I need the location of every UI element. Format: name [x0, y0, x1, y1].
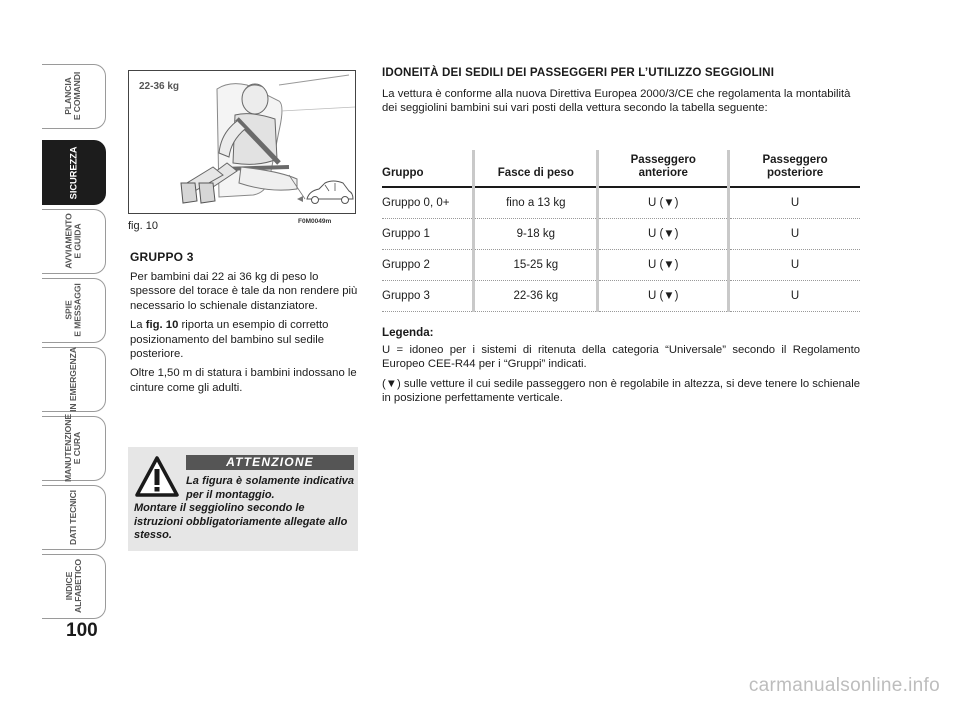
text-fragment: riporta un esempio di corretto posizionamento del bambino sul sedile posteriore.: [130, 319, 329, 361]
group3-height-note: Oltre 1,50 m di statura i bambini indossano le cinture come gli adulti.: [130, 367, 357, 394]
suitability-section: [382, 66, 860, 116]
tab-in-emergenza[interactable]: [42, 347, 106, 412]
tab-manutenzione-e-cura[interactable]: [42, 416, 106, 481]
table-row: [382, 250, 860, 281]
tab-label: SPIE E MESSAGGI: [63, 283, 83, 338]
column-header-weight: Fasce di peso: [474, 150, 598, 187]
table-cell: Gruppo 0, 0+: [382, 187, 474, 219]
figure-caption: fig. 10: [128, 220, 158, 232]
table-cell: 22-36 kg: [474, 281, 598, 312]
table-cell: Gruppo 3: [382, 281, 474, 312]
table-cell: Gruppo 2: [382, 250, 474, 281]
tab-dati-tecnici[interactable]: [42, 485, 106, 550]
suitability-heading: IDONEITÀ DEI SEDILI DEI PASSEGGERI PER L’UTILIZZO SEGGIOLINI: [382, 66, 775, 79]
tab-label: MANUTENZIONE E CURA: [63, 414, 83, 483]
table-cell: 15-25 kg: [474, 250, 598, 281]
tab-avviamento-e-guida[interactable]: [42, 209, 106, 274]
tab-indice-alfabetico[interactable]: [42, 554, 106, 619]
group3-heading: GRUPPO 3: [130, 250, 194, 264]
group3-section: [130, 250, 358, 400]
table-cell: 9-18 kg: [474, 219, 598, 250]
warning-triangle-icon: [134, 455, 180, 499]
car-icon: [307, 181, 353, 204]
tab-label: IN EMERGENZA: [68, 347, 78, 412]
legend-title: Legenda:: [382, 326, 434, 339]
figure-weight-label: 22-36 kg: [139, 81, 180, 92]
table-cell: fino a 13 kg: [474, 187, 598, 219]
tab-plancia-e-comandi[interactable]: [42, 64, 106, 129]
tab-label: PLANCIA E COMANDI: [63, 72, 83, 121]
warning-box: [128, 447, 358, 551]
tab-label: INDICE ALFABETICO: [63, 559, 83, 614]
table-row: [382, 187, 860, 219]
table-cell: U (▼): [598, 187, 729, 219]
column-header-group: Gruppo: [382, 150, 474, 187]
group3-paragraph: Per bambini dai 22 ai 36 kg di peso lo spessore del torace è tale da non rendere più necessario lo schienale distanziatore.: [130, 271, 358, 312]
tab-sicurezza[interactable]: [42, 140, 106, 205]
child-seat-illustration: [128, 70, 356, 214]
child-seat-drawing: [129, 71, 356, 214]
table-cell: U (▼): [598, 281, 729, 312]
warning-text: La figura è solamente indicativa per il montaggio.: [186, 475, 354, 501]
figure-code: F0M0049m: [298, 218, 332, 225]
seat-suitability-table: [382, 150, 860, 312]
tab-spie-e-messaggi[interactable]: [42, 278, 106, 343]
suitability-intro: La vettura è conforme alla nuova Direttiva Europea 2000/3/CE che regolamenta la montabilità dei seggiolini bambini sui vari posti della vettura secondo la tabella seguente:: [382, 88, 851, 115]
watermark: carmanualsonline.info: [748, 675, 940, 696]
table-row: [382, 219, 860, 250]
table-cell: U: [729, 187, 860, 219]
text-fragment: La: [130, 319, 146, 332]
warning-text: Montare il seggiolino secondo le istruzioni obbligatoriamente allegate allo stesso.: [134, 502, 348, 541]
table-header-row: [382, 150, 860, 187]
tab-label: AVVIAMENTO E GUIDA: [63, 213, 83, 270]
column-header-front-passenger: Passeggero anteriore: [598, 150, 729, 187]
table-cell: U (▼): [598, 250, 729, 281]
table-cell: U (▼): [598, 219, 729, 250]
table-cell: Gruppo 1: [382, 219, 474, 250]
group3-figure-reference: [130, 318, 358, 361]
table-cell: U: [729, 250, 860, 281]
legend-arrow-note: (▼) sulle vetture il cui sedile passeggero non è regolabile in altezza, si deve tenere lo schienale in posizione perfettamente verticale.: [382, 377, 860, 405]
figure-reference: fig. 10: [145, 319, 179, 332]
table-cell: U: [729, 281, 860, 312]
legend: [382, 326, 860, 411]
page-number: 100: [66, 620, 98, 641]
tab-label: DATI TECNICI: [67, 490, 78, 545]
column-header-rear-passenger: Passeggero posteriore: [729, 150, 860, 187]
table-row: [382, 281, 860, 312]
table-cell: U: [729, 219, 860, 250]
legend-universal: U = idoneo per i sistemi di ritenuta della categoria “Universale” secondo il Regolamento Europeo CEE-R44 per i “Gruppi” indicati.: [382, 344, 860, 371]
warning-title: ATTENZIONE: [186, 455, 354, 470]
tab-label: SICUREZZA: [67, 146, 79, 199]
